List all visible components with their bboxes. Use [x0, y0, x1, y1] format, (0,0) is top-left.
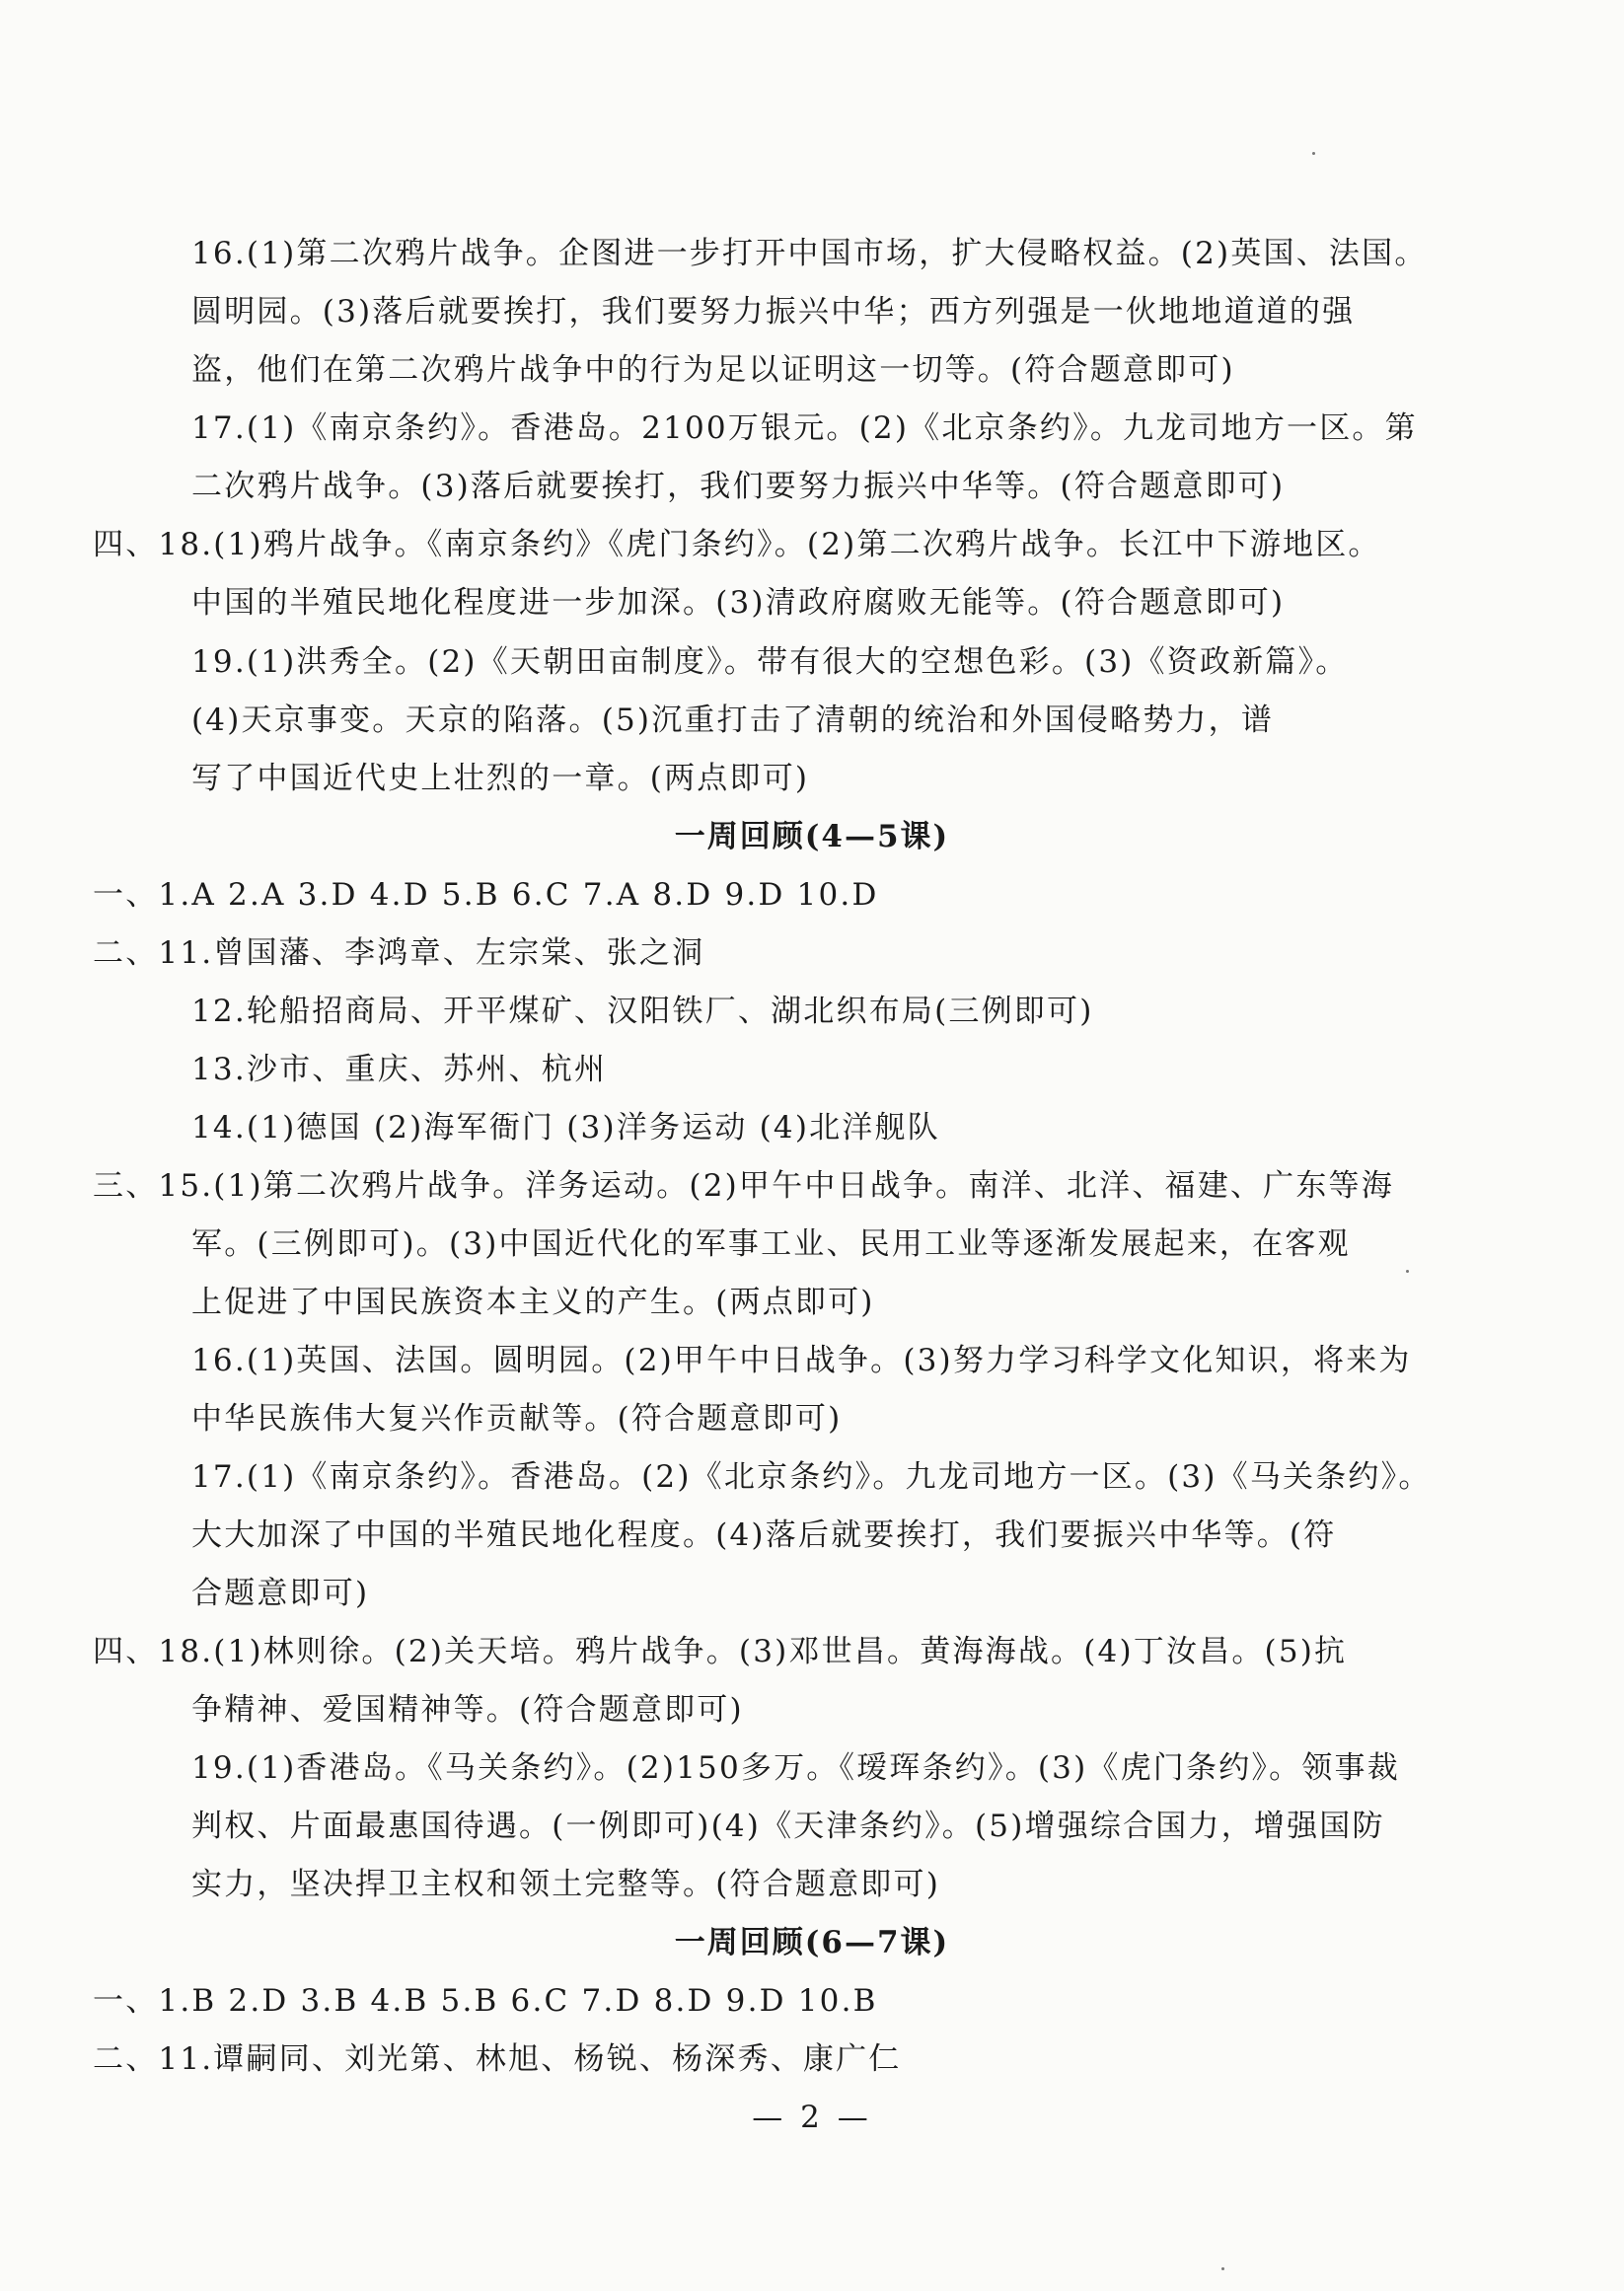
s3-q15-line3: 上促进了中国民族资本主义的产生。(两点即可)	[191, 1285, 875, 1320]
s3-q17-line1: 17.(1)《南京条约》。香港岛。(2)《北京条约》。九龙司地方一区。(3)《马关条约》。	[191, 1459, 1432, 1495]
scan-speck	[1312, 152, 1315, 155]
s4-q19-line3: 实力，坚决捍卫主权和领土完整等。(符合题意即可)	[191, 1867, 940, 1902]
s3-q15-line2: 军。(三例即可)。(3)中国近代化的军事工业、民用工业等逐渐发展起来，在客观	[191, 1226, 1351, 1262]
s2-q12: 12.轮船招商局、开平煤矿、汉阳铁厂、湖北织布局(三例即可)	[191, 994, 1094, 1029]
mc-answers-4-5: 一、1.A 2.A 3.D 4.D 5.B 6.C 7.A 8.D 9.D 10.D	[93, 877, 879, 913]
s2-q11: 二、11.曾国藩、李鸿章、左宗棠、张之洞	[93, 935, 705, 971]
q16-line1: 16.(1)第二次鸦片战争。企图进一步打开中国市场，扩大侵略权益。(2)英国、法国。	[191, 236, 1428, 271]
section-heading-4-5: 一周回顾(4—5课)	[674, 819, 950, 854]
s2-q13: 13.沙市、重庆、苏州、杭州	[191, 1052, 608, 1087]
s4-q18-line1: 四、18.(1)林则徐。(2)关天培。鸦片战争。(3)邓世昌。黄海海战。(4)丁汝昌。(5)抗	[93, 1634, 1348, 1669]
s4-q18-line2: 争精神、爱国精神等。(符合题意即可)	[191, 1692, 744, 1728]
s2-q11-6-7: 二、11.谭嗣同、刘光第、林旭、杨锐、杨深秀、康广仁	[93, 2041, 902, 2077]
q18-line2: 中国的半殖民地化程度进一步加深。(3)清政府腐败无能等。(符合题意即可)	[191, 585, 1286, 621]
q17-line2: 二次鸦片战争。(3)落后就要挨打，我们要努力振兴中华等。(符合题意即可)	[191, 469, 1286, 504]
s3-q17-line2: 大大加深了中国的半殖民地化程度。(4)落后就要挨打，我们要振兴中华等。(符	[191, 1517, 1337, 1553]
q16-line2: 圆明园。(3)落后就要挨打，我们要努力振兴中华；西方列强是一伙地地道道的强	[191, 294, 1356, 330]
s3-q16-line1: 16.(1)英国、法国。圆明园。(2)甲午中日战争。(3)努力学习科学文化知识，将来为	[191, 1343, 1412, 1378]
page-number: — 2 —	[752, 2100, 872, 2135]
s3-q17-line3: 合题意即可)	[191, 1576, 370, 1611]
q19-line2: (4)天京事变。天京的陷落。(5)沉重打击了清朝的统治和外国侵略势力，谱	[191, 702, 1275, 738]
q16-line3: 盗，他们在第二次鸦片战争中的行为足以证明这一切等。(符合题意即可)	[191, 352, 1235, 388]
q18-line1: 四、18.(1)鸦片战争。《南京条约》《虎门条约》。(2)第二次鸦片战争。长江中下游地区。	[93, 527, 1381, 562]
s4-q19-line1: 19.(1)香港岛。《马关条约》。(2)150多万。《瑷珲条约》。(3)《虎门条约》。领事裁	[191, 1750, 1400, 1786]
mc-answers-6-7: 一、1.B 2.D 3.B 4.B 5.B 6.C 7.D 8.D 9.D 10.B	[93, 1983, 878, 2019]
s2-q14: 14.(1)德国 (2)海军衙门 (3)洋务运动 (4)北洋舰队	[191, 1110, 940, 1146]
q19-line3: 写了中国近代史上壮烈的一章。(两点即可)	[191, 761, 810, 796]
scan-speck	[1406, 1270, 1409, 1273]
scan-speck	[1221, 2267, 1224, 2270]
s4-q19-line2: 判权、片面最惠国待遇。(一例即可)(4)《天津条约》。(5)增强综合国力，增强国防	[191, 1809, 1385, 1844]
q17-line1: 17.(1)《南京条约》。香港岛。2100万银元。(2)《北京条约》。九龙司地方一区。第	[191, 410, 1418, 446]
q19-line1: 19.(1)洪秀全。(2)《天朝田亩制度》。带有很大的空想色彩。(3)《资政新篇》。	[191, 644, 1349, 680]
s3-q15-line1: 三、15.(1)第二次鸦片战争。洋务运动。(2)甲午中日战争。南洋、北洋、福建、广东等海	[93, 1168, 1394, 1204]
s3-q16-line2: 中华民族伟大复兴作贡献等。(符合题意即可)	[191, 1401, 843, 1437]
section-heading-6-7: 一周回顾(6—7课)	[674, 1925, 950, 1960]
